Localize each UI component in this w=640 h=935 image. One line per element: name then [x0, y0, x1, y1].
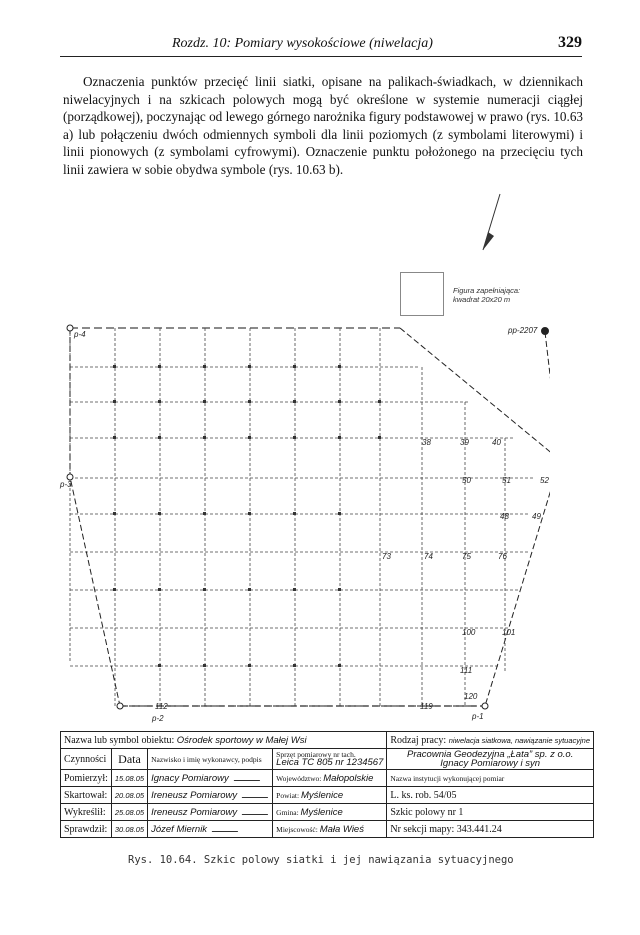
- control-point-p4: [67, 325, 73, 331]
- running-header: [60, 36, 582, 57]
- work-type-cell: [387, 732, 594, 749]
- signature-icon: [233, 774, 262, 781]
- signature-icon: [212, 825, 241, 832]
- table-row: [61, 821, 594, 838]
- row-date: 20.08.05: [111, 787, 147, 804]
- tie-lines: [70, 328, 550, 706]
- label-119: 119: [420, 702, 433, 711]
- row-activity: Sprawdził:: [61, 821, 112, 838]
- label-75: 75: [462, 552, 471, 561]
- label-51: 51: [502, 476, 511, 485]
- company-owner: Ignacy Pomiarowy i syn: [440, 758, 541, 769]
- table-row: [61, 770, 594, 787]
- admin-value: Mała Wieś: [319, 823, 364, 835]
- label-p1: p-1: [472, 712, 484, 721]
- admin-label: Miejscowość:: [276, 824, 318, 834]
- label-p4: p-4: [74, 330, 86, 339]
- grid-sketch: [60, 192, 550, 732]
- row-right: Nazwa instytucji wykonującej pomiar: [387, 770, 594, 787]
- row-admin: [273, 787, 387, 804]
- object-label: Nazwa lub symbol obiektu:: [64, 734, 175, 746]
- object-value: Ośrodek sportowy w Małej Wsi: [176, 734, 307, 746]
- row-date: 30.08.05: [111, 821, 147, 838]
- person-name: Ireneusz Pomiarowy: [151, 789, 238, 801]
- row-right: L. ks. rob. 54/05: [387, 787, 594, 804]
- chapter-title: Rozdz. 10: Pomiary wysokościowe (niwelacja): [172, 36, 433, 51]
- row-right: Nr sekcji mapy: 343.441.24: [387, 821, 594, 838]
- body-paragraph: Oznaczenia punktów przecięć linii siatki, opisane na palikach-świadkach, w dziennikach niwelacyjnych i na szkicach polowych mogą być określone w systemie numeracji ciągłej (porządkowej), poczynając od lewego górnego narożnika figury podstawowej w prawo (rys. 10.63 a) lub połączeniu dwóch odmiennych symboli dla linii poziomych (z symbolami literowymi) i linii pionowych (z symbolami cyfrowymi). Oznaczenie punktu położonego na przecięciu tych linii zawiera w sobie obydwa symbole (rys. 10.63 b).: [63, 74, 584, 177]
- north-arrow-icon: [483, 194, 500, 250]
- company-name: Pracownia Geodezyjna „Łata” sp. z o.o.: [407, 749, 574, 760]
- admin-value: Małopolskie: [323, 772, 374, 784]
- row-admin: [273, 804, 387, 821]
- label-38: 38: [422, 438, 431, 447]
- row-date: 15.08.05: [111, 770, 147, 787]
- admin-label: Gmina:: [276, 807, 299, 817]
- label-76: 76: [498, 552, 507, 561]
- company-cell: [387, 749, 594, 770]
- label-pp2207: pp-2207: [508, 326, 538, 335]
- instrument-value: Leica TC 805 nr 1234567: [276, 757, 384, 768]
- col-person-header: Nazwisko i imię wykonawcy, podpis: [148, 749, 273, 770]
- row-admin: [273, 821, 387, 838]
- label-100: 100: [462, 628, 476, 637]
- legend-square: [400, 272, 444, 316]
- row-right: Szkic polowy nr 1: [387, 804, 594, 821]
- admin-value: Myślenice: [300, 789, 344, 801]
- table-row: [61, 804, 594, 821]
- label-49: 49: [532, 512, 541, 521]
- instrument-label: Sprzęt pomiarowy nr tach.: [276, 750, 356, 759]
- control-points: [67, 325, 550, 709]
- admin-value: Myślenice: [300, 806, 343, 818]
- work-type-label: Rodzaj pracy:: [390, 734, 447, 746]
- label-111: 111: [460, 666, 473, 675]
- label-112: 112: [155, 702, 168, 711]
- label-120: 120: [464, 692, 478, 701]
- label-48: 48: [500, 512, 509, 521]
- row-person: [148, 804, 273, 821]
- label-73: 73: [382, 552, 391, 561]
- signature-icon: [242, 808, 271, 815]
- field-sketch-figure: [60, 192, 550, 732]
- control-point-pp2207: [542, 328, 549, 335]
- legend-text: [453, 286, 520, 304]
- row-date: 25.08.05: [111, 804, 147, 821]
- signature-icon: [242, 791, 271, 798]
- label-p2: p-2: [152, 714, 164, 723]
- table-row: [61, 787, 594, 804]
- object-cell: [61, 732, 387, 749]
- row-activity: Wykreślił:: [61, 804, 112, 821]
- legend-line-1: Figura zapełniająca:: [453, 286, 521, 295]
- label-p3: p-3: [60, 480, 72, 489]
- person-name: Ignacy Pomiarowy: [151, 772, 229, 784]
- label-50: 50: [462, 476, 471, 485]
- row-person: [148, 821, 273, 838]
- page-number: 329: [558, 34, 582, 51]
- figure-caption: Rys. 10.64. Szkic polowy siatki i jej nawiązania sytuacyjnego: [128, 854, 514, 866]
- col-date-header: Data: [111, 749, 147, 770]
- admin-label: Województwo:: [276, 773, 322, 783]
- grid-vertical-lines: [70, 328, 505, 706]
- label-74: 74: [424, 552, 433, 561]
- col-activity-header: Czynności: [61, 749, 112, 770]
- person-name: Józef Miernik: [151, 823, 208, 835]
- row-person: [148, 770, 273, 787]
- label-40: 40: [492, 438, 501, 447]
- row-activity: Skartował:: [61, 787, 112, 804]
- label-39: 39: [460, 438, 469, 447]
- control-point-p1: [482, 703, 488, 709]
- label-101: 101: [502, 628, 516, 637]
- row-person: [148, 787, 273, 804]
- grid-node-marks: [113, 365, 381, 667]
- person-name: Ireneusz Pomiarowy: [151, 806, 238, 818]
- instrument-cell: [273, 749, 387, 770]
- admin-label: Powiat:: [276, 790, 300, 800]
- row-activity: Pomierzył:: [61, 770, 112, 787]
- work-type-value: niwelacja siatkowa, nawiązanie sytuacyjne: [448, 735, 591, 745]
- legend-line-2: kwadrat 20x20 m: [453, 295, 511, 304]
- row-admin: [273, 770, 387, 787]
- label-52: 52: [540, 476, 549, 485]
- control-point-p2: [117, 703, 123, 709]
- title-block-table: [60, 731, 594, 838]
